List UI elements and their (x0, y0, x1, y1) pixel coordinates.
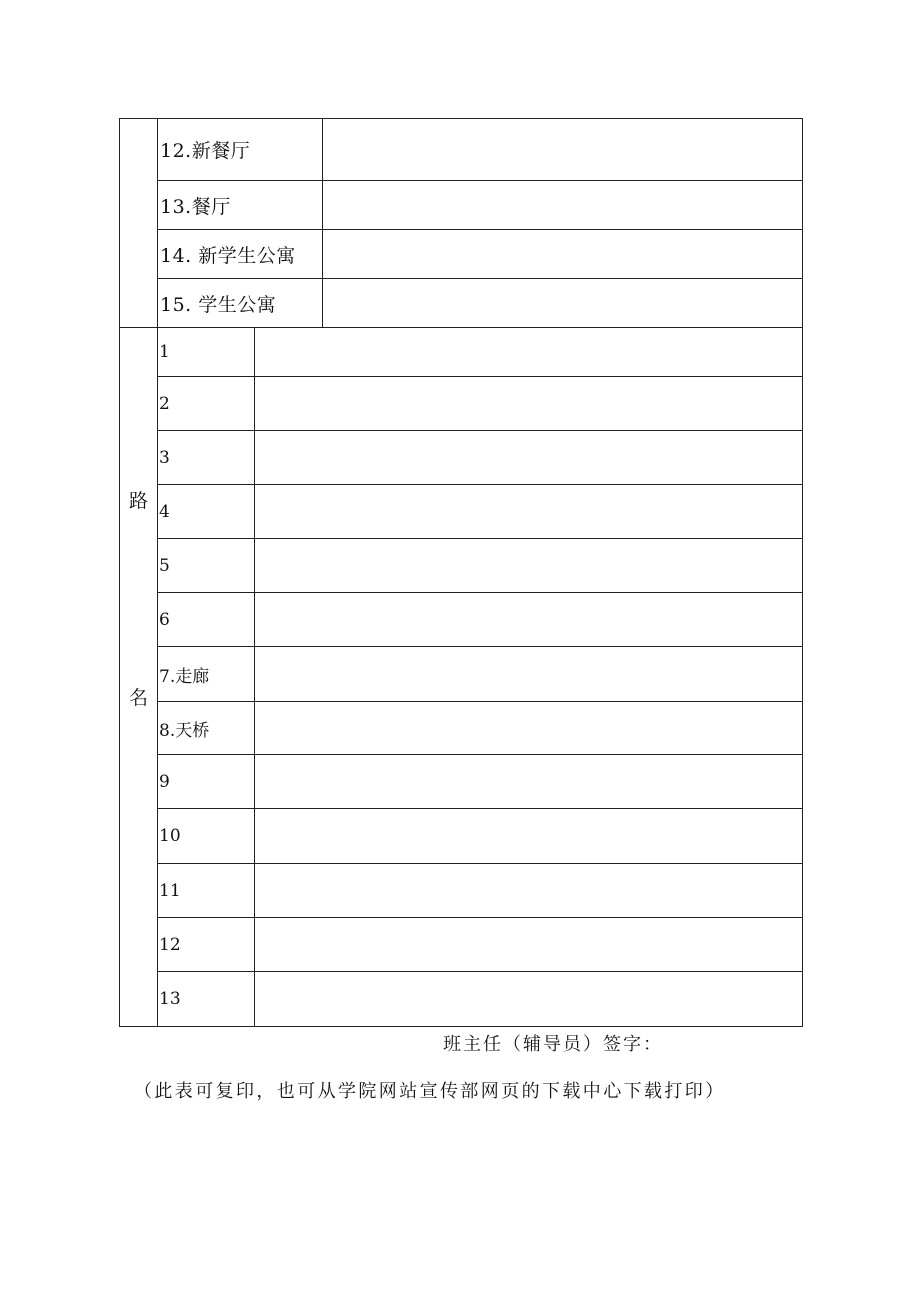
road-row (120, 864, 803, 918)
road-input-cell[interactable] (255, 377, 803, 431)
road-section-char-bottom: 名 (128, 687, 148, 709)
road-input-cell[interactable] (255, 647, 803, 702)
venue-section-side (120, 119, 158, 328)
road-row (120, 539, 803, 593)
road-row (120, 593, 803, 647)
road-row (120, 328, 803, 377)
road-input-cell[interactable] (255, 702, 803, 755)
road-row (120, 809, 803, 864)
road-row (120, 918, 803, 972)
road-label: 5 (158, 539, 255, 593)
venue-row (120, 181, 803, 230)
road-label: 4 (158, 485, 255, 539)
venue-input-cell[interactable] (323, 230, 803, 279)
road-input-cell[interactable] (255, 809, 803, 864)
venue-label: 12.新餐厅 (158, 119, 323, 181)
signature-label: 班主任（辅导员）签字： (443, 1034, 663, 1055)
road-input-cell[interactable] (255, 593, 803, 647)
road-input-cell[interactable] (255, 431, 803, 485)
road-label: 12 (158, 918, 255, 972)
road-label: 10 (158, 809, 255, 864)
road-label: 3 (158, 431, 255, 485)
road-label: 2 (158, 377, 255, 431)
road-row (120, 702, 803, 755)
form-table (119, 118, 803, 1027)
road-row (120, 377, 803, 431)
venue-input-cell[interactable] (323, 119, 803, 181)
road-input-cell[interactable] (255, 918, 803, 972)
road-section-side (120, 328, 158, 1027)
road-label: 8.天桥 (158, 702, 255, 755)
road-input-cell[interactable] (255, 972, 803, 1027)
venue-row (120, 230, 803, 279)
road-label: 6 (158, 593, 255, 647)
road-row (120, 972, 803, 1027)
venue-label: 15. 学生公寓 (158, 279, 323, 328)
road-label: 1 (158, 328, 255, 377)
venue-label: 13.餐厅 (158, 181, 323, 230)
road-row (120, 755, 803, 809)
road-label: 11 (158, 864, 255, 918)
road-input-cell[interactable] (255, 485, 803, 539)
road-input-cell[interactable] (255, 539, 803, 593)
road-label: 9 (158, 755, 255, 809)
road-section-char-top: 路 (128, 490, 148, 512)
road-input-cell[interactable] (255, 864, 803, 918)
road-label: 7.走廊 (158, 647, 255, 702)
venue-row (120, 119, 803, 181)
road-row (120, 485, 803, 539)
road-label: 13 (158, 972, 255, 1027)
road-input-cell[interactable] (255, 755, 803, 809)
road-row (120, 647, 803, 702)
road-row (120, 431, 803, 485)
venue-input-cell[interactable] (323, 181, 803, 230)
footer-note: （此表可复印，也可从学院网站宣传部网页的下载中心下载打印） (134, 1081, 726, 1102)
venue-input-cell[interactable] (323, 279, 803, 328)
venue-label: 14. 新学生公寓 (158, 230, 323, 279)
road-input-cell[interactable] (255, 328, 803, 377)
venue-row (120, 279, 803, 328)
